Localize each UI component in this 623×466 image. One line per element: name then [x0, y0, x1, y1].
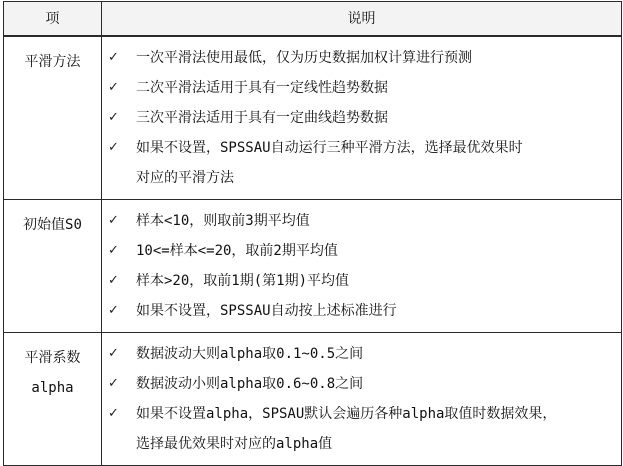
description-list [108, 339, 613, 459]
header-description: 说明 [102, 2, 622, 37]
parameter-table [3, 1, 622, 466]
list-item-text: 样本<10，则取前3期平均值 [136, 213, 310, 229]
description-cell [102, 200, 622, 333]
list-item [108, 296, 613, 326]
list-item-text: 三次平滑法适用于具有一定曲线趋势数据 [136, 110, 388, 126]
list-item [108, 369, 613, 399]
item-label: 初始值S0 [23, 217, 82, 233]
item-cell [4, 200, 102, 333]
table-header-row [4, 2, 622, 37]
check-icon: ✓ [108, 50, 119, 65]
list-item-text: 如果不设置，SPSSAU自动按上述标准进行 [136, 303, 397, 319]
description-cell [102, 36, 622, 200]
list-item [108, 103, 613, 133]
list-item [108, 339, 613, 369]
item-label: 平滑方法 [24, 54, 81, 70]
check-icon: ✓ [108, 273, 119, 288]
list-item-text: 数据波动大则alpha取0.1~0.5之间 [136, 346, 364, 362]
item-cell [4, 333, 102, 466]
list-item-text: 样本>20，取前1期(第1期)平均值 [136, 273, 350, 289]
check-icon: ✓ [108, 376, 119, 391]
check-icon: ✓ [108, 80, 119, 95]
list-item [108, 206, 613, 236]
item-cell [4, 36, 102, 200]
table-row-smoothing-coefficient [4, 333, 622, 466]
list-item [108, 43, 613, 73]
list-item [108, 133, 613, 193]
list-item-text: 数据波动小则alpha取0.6~0.8之间 [136, 376, 364, 392]
list-item [108, 399, 613, 459]
table-row-smoothing-method [4, 36, 622, 200]
list-item [108, 266, 613, 296]
description-list [108, 206, 613, 326]
item-label-sub: alpha [31, 380, 74, 396]
list-item-text: 二次平滑法适用于具有一定线性趋势数据 [136, 80, 388, 96]
check-icon: ✓ [108, 406, 119, 421]
list-item [108, 73, 613, 103]
description-list [108, 43, 613, 193]
item-label: 平滑系数 [24, 350, 81, 366]
check-icon: ✓ [108, 243, 119, 258]
list-item-text: 10<=样本<=20，取前2期平均值 [136, 243, 338, 259]
check-icon: ✓ [108, 303, 119, 318]
header-item: 项 [4, 2, 102, 37]
check-icon: ✓ [108, 213, 119, 228]
description-cell [102, 333, 622, 466]
list-item-text: 一次平滑法使用最低，仅为历史数据加权计算进行预测 [136, 50, 472, 66]
list-item-text: 如果不设置alpha，SPSAU默认会遍历各种alpha取值时数据效果， 选择最优效果时对应的alpha值 [136, 406, 557, 452]
check-icon: ✓ [108, 140, 119, 155]
check-icon: ✓ [108, 110, 119, 125]
check-icon: ✓ [108, 346, 119, 361]
table-row-initial-value [4, 200, 622, 333]
list-item [108, 236, 613, 266]
list-item-text: 如果不设置，SPSSAU自动运行三种平滑方法，选择最优效果时 对应的平滑方法 [136, 140, 523, 186]
